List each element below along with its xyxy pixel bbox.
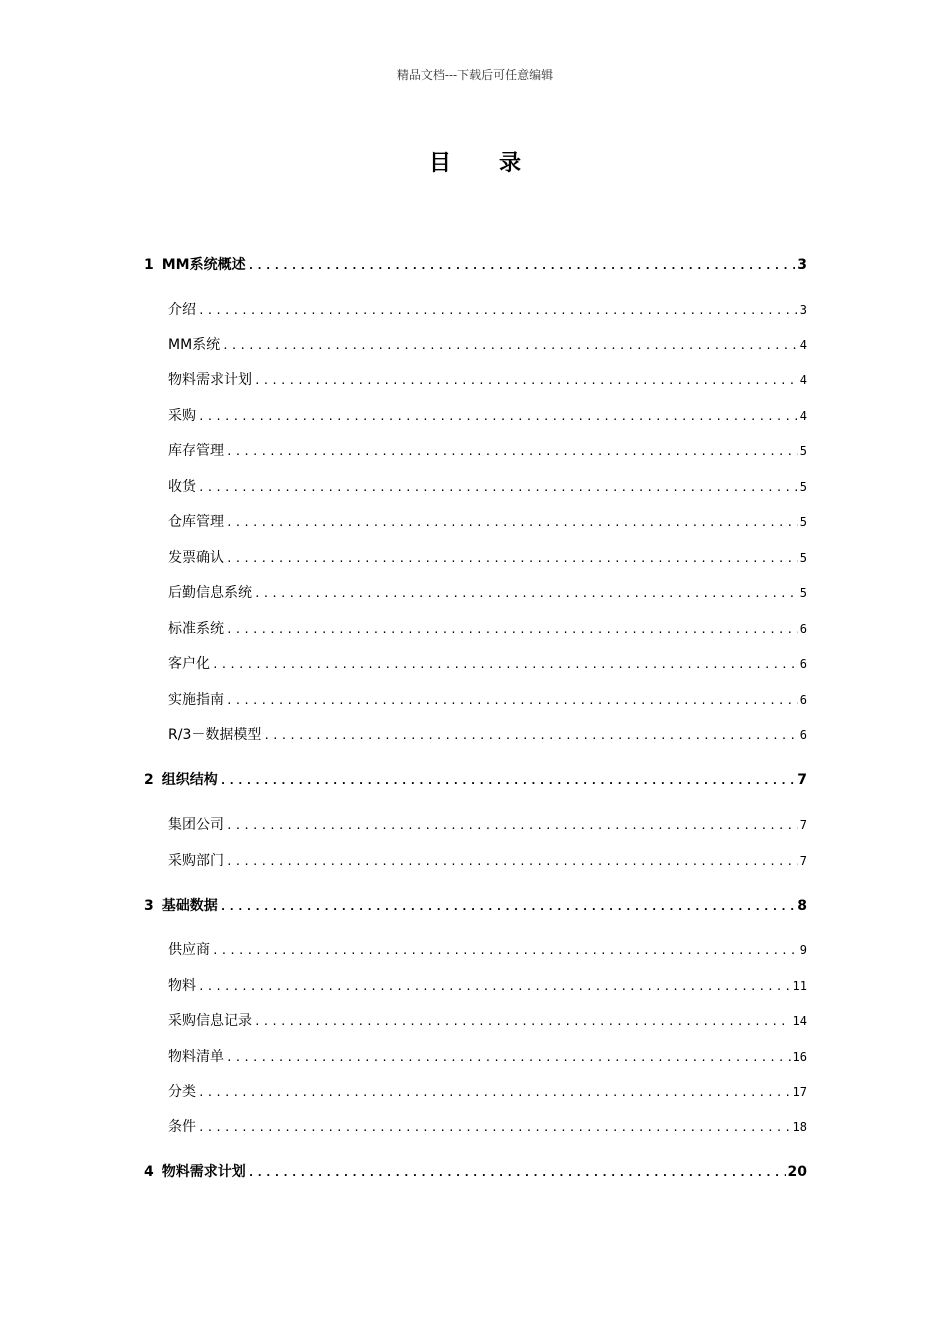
toc-entry-label: 集团公司 (168, 817, 224, 833)
toc-section-entry[interactable] (168, 654, 807, 674)
toc-entry-label: 物料清单 (168, 1049, 224, 1065)
toc-entry-page-number: 5 (799, 515, 807, 529)
toc-section-entry[interactable] (168, 619, 807, 639)
toc-section-entry[interactable] (168, 690, 807, 710)
toc-entry-label: 物料需求计划 (161, 1164, 246, 1180)
toc-section-entry[interactable] (168, 300, 807, 320)
toc-chapter-entry[interactable] (144, 770, 807, 790)
toc-title: 目录 (428, 151, 569, 176)
toc-dot-leader (263, 726, 797, 746)
toc-entry-label: 标准系统 (168, 621, 224, 637)
toc-entry-page-number: 20 (787, 1164, 807, 1180)
toc-entry-page-number: 6 (799, 693, 807, 707)
toc-dot-leader (226, 816, 798, 836)
toc-dot-leader (198, 1083, 791, 1103)
toc-dot-leader (226, 1048, 791, 1068)
toc-section-entry[interactable] (168, 1082, 807, 1102)
toc-section-entry[interactable] (168, 815, 807, 835)
toc-section-entry[interactable] (168, 406, 807, 426)
toc-entry-label: 实施指南 (168, 692, 224, 708)
toc-section-entry[interactable] (168, 725, 807, 745)
toc-dot-leader (220, 897, 796, 917)
toc-chapter-entry[interactable] (144, 255, 807, 275)
toc-dot-leader (226, 513, 798, 533)
toc-dot-leader (212, 941, 798, 961)
toc-entry-label: 供应商 (168, 942, 210, 958)
toc-dot-leader (198, 1118, 791, 1138)
toc-entry-page-number: 7 (799, 818, 807, 832)
toc-entry-page-number: 6 (799, 622, 807, 636)
toc-entry-page-number: 5 (799, 444, 807, 458)
toc-entry-label: 客户化 (168, 656, 210, 672)
toc-entry-page-number: 4 (799, 373, 807, 387)
toc-chapter-entry[interactable] (144, 1162, 807, 1182)
toc-entry-page-number: 3 (799, 303, 807, 317)
toc-dot-leader (254, 371, 798, 391)
toc-section-entry[interactable] (168, 370, 807, 390)
toc-section-entry[interactable] (168, 441, 807, 461)
toc-entry-label: 分类 (168, 1084, 196, 1100)
toc-entry-page-number: 3 (797, 257, 807, 273)
toc-entry-page-number: 17 (792, 1085, 807, 1099)
toc-dot-leader (220, 771, 796, 791)
toc-entry-page-number: 8 (797, 898, 807, 914)
toc-entry-page-number: 7 (799, 854, 807, 868)
toc-section-entry[interactable] (168, 976, 807, 996)
toc-entry-page-number: 6 (799, 728, 807, 742)
toc-entry-label: 库存管理 (168, 443, 224, 459)
toc-entry-label: MM系统 (168, 337, 221, 353)
toc-section-entry[interactable] (168, 548, 807, 568)
toc-entry-label: 介绍 (168, 302, 196, 318)
toc-dot-leader (198, 478, 798, 498)
toc-entry-page-number: 6 (799, 657, 807, 671)
toc-entry-label: 基础数据 (161, 898, 218, 914)
toc-dot-leader (248, 1163, 786, 1183)
toc-entry-label: 发票确认 (168, 550, 224, 566)
toc-entry-number: 3 (144, 898, 154, 914)
toc-entry-page-number: 5 (799, 480, 807, 494)
toc-dot-leader (226, 549, 798, 569)
toc-chapter-entry[interactable] (144, 896, 807, 916)
toc-section-entry[interactable] (168, 851, 807, 871)
toc-dot-leader (226, 691, 798, 711)
toc-entry-number: 4 (144, 1164, 154, 1180)
toc-dot-leader (248, 256, 796, 276)
toc-dot-leader (226, 852, 798, 872)
toc-entry-page-number: 4 (799, 338, 807, 352)
toc-dot-leader (222, 336, 798, 356)
page-header: 精品文档---下载后可任意编辑 (396, 68, 554, 82)
toc-dot-leader (226, 442, 798, 462)
toc-entry-label: 采购部门 (168, 853, 224, 869)
toc-entry-page-number: 7 (797, 772, 807, 788)
toc-dot-leader (198, 977, 791, 997)
toc-entry-label: 收货 (168, 479, 196, 495)
toc-dot-leader (198, 301, 798, 321)
toc-entry-page-number: 11 (792, 979, 807, 993)
toc-dot-leader (254, 1012, 791, 1032)
toc-entry-page-number: 18 (792, 1120, 807, 1134)
toc-entry-label: MM系统概述 (161, 257, 246, 273)
toc-entry-label: 组织结构 (161, 772, 218, 788)
toc-dot-leader (212, 655, 798, 675)
toc-entry-label: 仓库管理 (168, 514, 224, 530)
toc-dot-leader (254, 584, 798, 604)
toc-entry-label: 物料 (168, 978, 196, 994)
toc-entry-label: 采购信息记录 (168, 1013, 252, 1029)
toc-entry-label: R/3－数据模型 (168, 727, 262, 743)
toc-entry-page-number: 14 (792, 1014, 807, 1028)
toc-entry-page-number: 5 (799, 586, 807, 600)
toc-entry-page-number: 9 (799, 943, 807, 957)
toc-entry-page-number: 16 (792, 1050, 807, 1064)
toc-section-entry[interactable] (168, 583, 807, 603)
toc-section-entry[interactable] (168, 1047, 807, 1067)
toc-entry-number: 2 (144, 772, 154, 788)
toc-section-entry[interactable] (168, 1011, 807, 1031)
toc-entry-number: 1 (144, 257, 154, 273)
toc-section-entry[interactable] (168, 512, 807, 532)
toc-section-entry[interactable] (168, 940, 807, 960)
toc-entry-page-number: 4 (799, 409, 807, 423)
toc-dot-leader (198, 407, 798, 427)
toc-entry-page-number: 5 (799, 551, 807, 565)
toc-entry-label: 后勤信息系统 (168, 585, 252, 601)
toc-entry-label: 物料需求计划 (168, 372, 252, 388)
toc-entry-label: 条件 (168, 1119, 196, 1135)
toc-entry-label: 采购 (168, 408, 196, 424)
toc-dot-leader (226, 620, 798, 640)
toc-section-entry[interactable] (168, 1117, 807, 1137)
toc-section-entry[interactable] (168, 477, 807, 497)
toc-section-entry[interactable] (168, 335, 807, 355)
